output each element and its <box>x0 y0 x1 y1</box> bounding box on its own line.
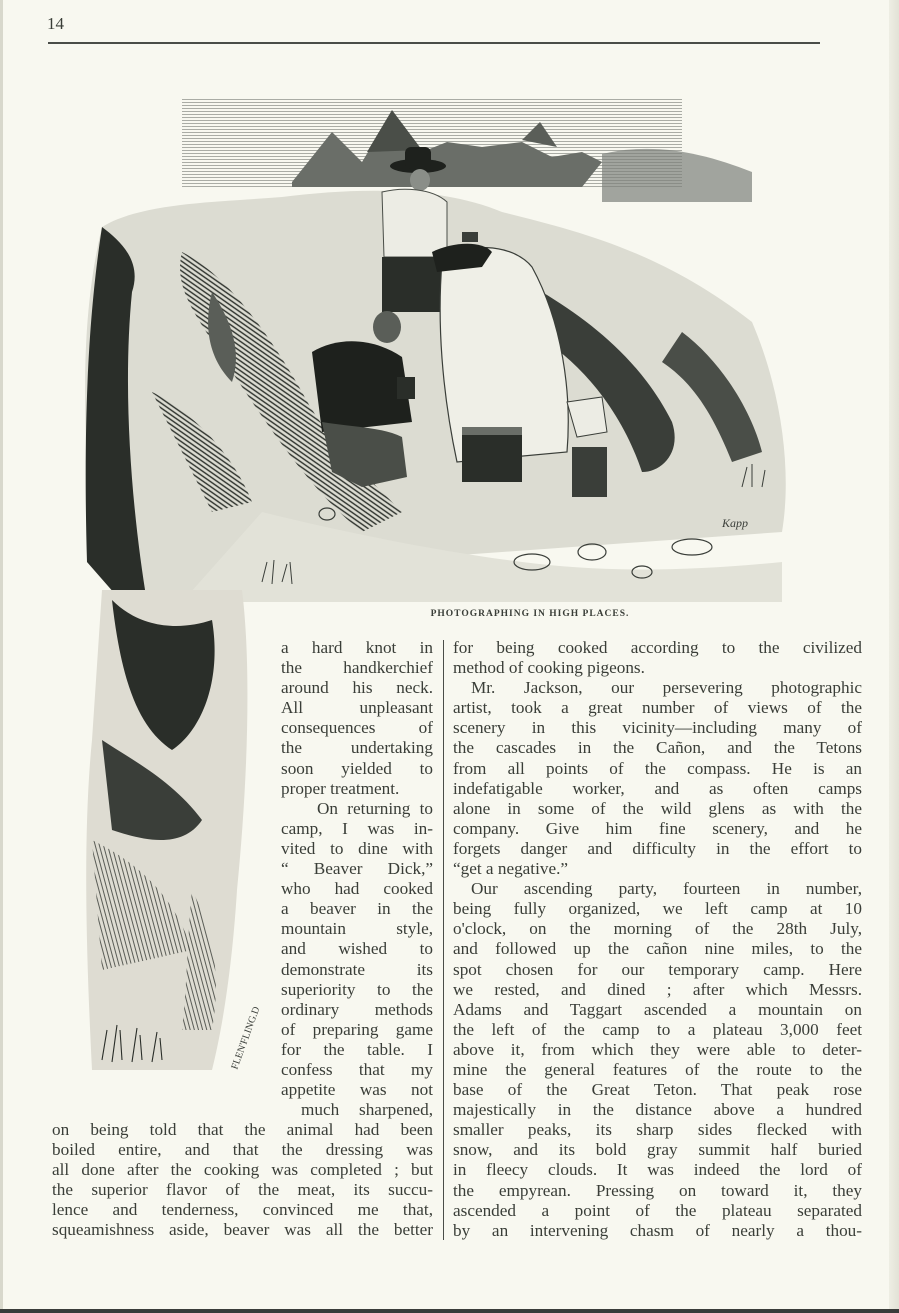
text-line: company. Give him fine scenery, and he <box>453 818 862 838</box>
text-line: snow, and its bold gray summit half buried <box>453 1140 862 1160</box>
right-text-column <box>453 638 862 1241</box>
text-line: much sharpened, <box>301 1100 433 1120</box>
text-line: ascended a point of the plateau separated <box>453 1200 862 1220</box>
text-line: and followed up the cañon nine miles, to the <box>453 939 862 959</box>
engraver-signature: Kapp <box>722 516 749 530</box>
header-rule <box>48 42 820 44</box>
text-line: on being told that the animal had been <box>52 1120 433 1139</box>
text-line: the empyrean. Pressing on toward it, they <box>453 1180 862 1200</box>
text-line: ordinary methods <box>281 999 433 1019</box>
text-line: Our ascending party, fourteen in number, <box>471 879 862 899</box>
text-line: vited to dine with <box>281 838 433 858</box>
text-line: above it, from which they were able to deter- <box>453 1039 862 1059</box>
text-line: alone in some of the wild glens as with the <box>453 798 862 818</box>
text-line: confess that my <box>281 1059 433 1079</box>
text-line: “ Beaver Dick,” <box>281 859 433 879</box>
text-line: method of cooking pigeons. <box>453 658 645 678</box>
text-line: squeamishness aside, beaver was all the better <box>52 1220 433 1240</box>
column-divider-rule <box>443 640 444 1240</box>
text-line: mine the general features of the route to the <box>453 1059 862 1079</box>
text-line: for being cooked according to the civilized <box>453 638 862 657</box>
left-bottom-text-column <box>52 1120 433 1241</box>
text-line: All unpleasant <box>281 698 433 718</box>
page-right-edge <box>889 0 899 1313</box>
text-line: majestically in the distance above a hundred <box>453 1100 862 1120</box>
text-line: appetite was not <box>281 1080 433 1100</box>
engraving-illustration <box>62 92 842 602</box>
text-line: consequences of <box>281 718 433 738</box>
text-line: all done after the cooking was completed ; but <box>52 1160 433 1180</box>
text-line: camp, I was in- <box>281 818 433 838</box>
text-line: proper treatment. <box>281 778 400 798</box>
text-line: the handkerchief <box>281 658 433 678</box>
text-line: mountain style, <box>281 919 433 939</box>
text-line: the cascades in the Cañon, and the Tetons <box>453 738 862 758</box>
text-line: and wished to <box>281 939 433 959</box>
text-line: a beaver in the <box>281 899 433 919</box>
illustration-caption: PHOTOGRAPHING IN HIGH PLACES. <box>430 609 630 619</box>
text-line: boiled entire, and that the dressing was <box>52 1140 433 1160</box>
text-line: forgets danger and difficulty in the effort to <box>453 838 862 858</box>
text-line: the superior flavor of the meat, its succu- <box>52 1180 433 1200</box>
text-line: the left of the camp to a plateau 3,000 feet <box>453 1019 862 1039</box>
page-bottom-edge <box>0 1309 899 1313</box>
text-line: Mr. Jackson, our persevering photographic <box>471 678 862 698</box>
text-line: for the table. I <box>281 1039 433 1059</box>
engraving-rock-column <box>62 590 277 1110</box>
text-line: spot chosen for our temporary camp. Here <box>453 959 862 979</box>
page-left-edge <box>0 0 3 1313</box>
text-line: the undertaking <box>281 738 433 758</box>
text-line: soon yielded to <box>281 758 433 778</box>
text-line: indefatigable worker, and as often camps <box>453 778 862 798</box>
text-line: lence and tenderness, convinced me that, <box>52 1200 433 1220</box>
page-number: 14 <box>47 14 64 33</box>
text-line: superiority to the <box>281 979 433 999</box>
artist-signature: FLEN'FLING.D <box>229 1005 263 1072</box>
text-line: artist, took a great number of views of the <box>453 698 862 718</box>
text-line: demonstrate its <box>281 959 433 979</box>
text-line: o'clock, on the morning of the 28th July, <box>453 919 862 939</box>
text-line: in fleecy clouds. It was indeed the lord of <box>453 1160 862 1180</box>
text-line: around his neck. <box>281 678 433 698</box>
text-line: Adams and Taggart ascended a mountain on <box>453 999 862 1019</box>
text-line: being fully organized, we left camp at 10 <box>453 899 862 919</box>
text-line: “get a negative.” <box>453 859 568 879</box>
text-line: a hard knot in <box>281 638 433 657</box>
text-line: On returning to <box>317 798 433 818</box>
text-line: base of the Great Teton. That peak rose <box>453 1080 862 1100</box>
text-line: by an intervening chasm of nearly a thou- <box>453 1220 862 1240</box>
text-line: from all points of the compass. He is an <box>453 758 862 778</box>
text-line: of preparing game <box>281 1019 433 1039</box>
text-line: smaller peaks, its sharp sides flecked with <box>453 1120 862 1140</box>
text-line: who had cooked <box>281 879 433 899</box>
narrow-text-column <box>281 638 433 1120</box>
text-line: scenery in this vicinity—including many of <box>453 718 862 738</box>
text-line: we rested, and dined ; after which Messrs. <box>453 979 862 999</box>
